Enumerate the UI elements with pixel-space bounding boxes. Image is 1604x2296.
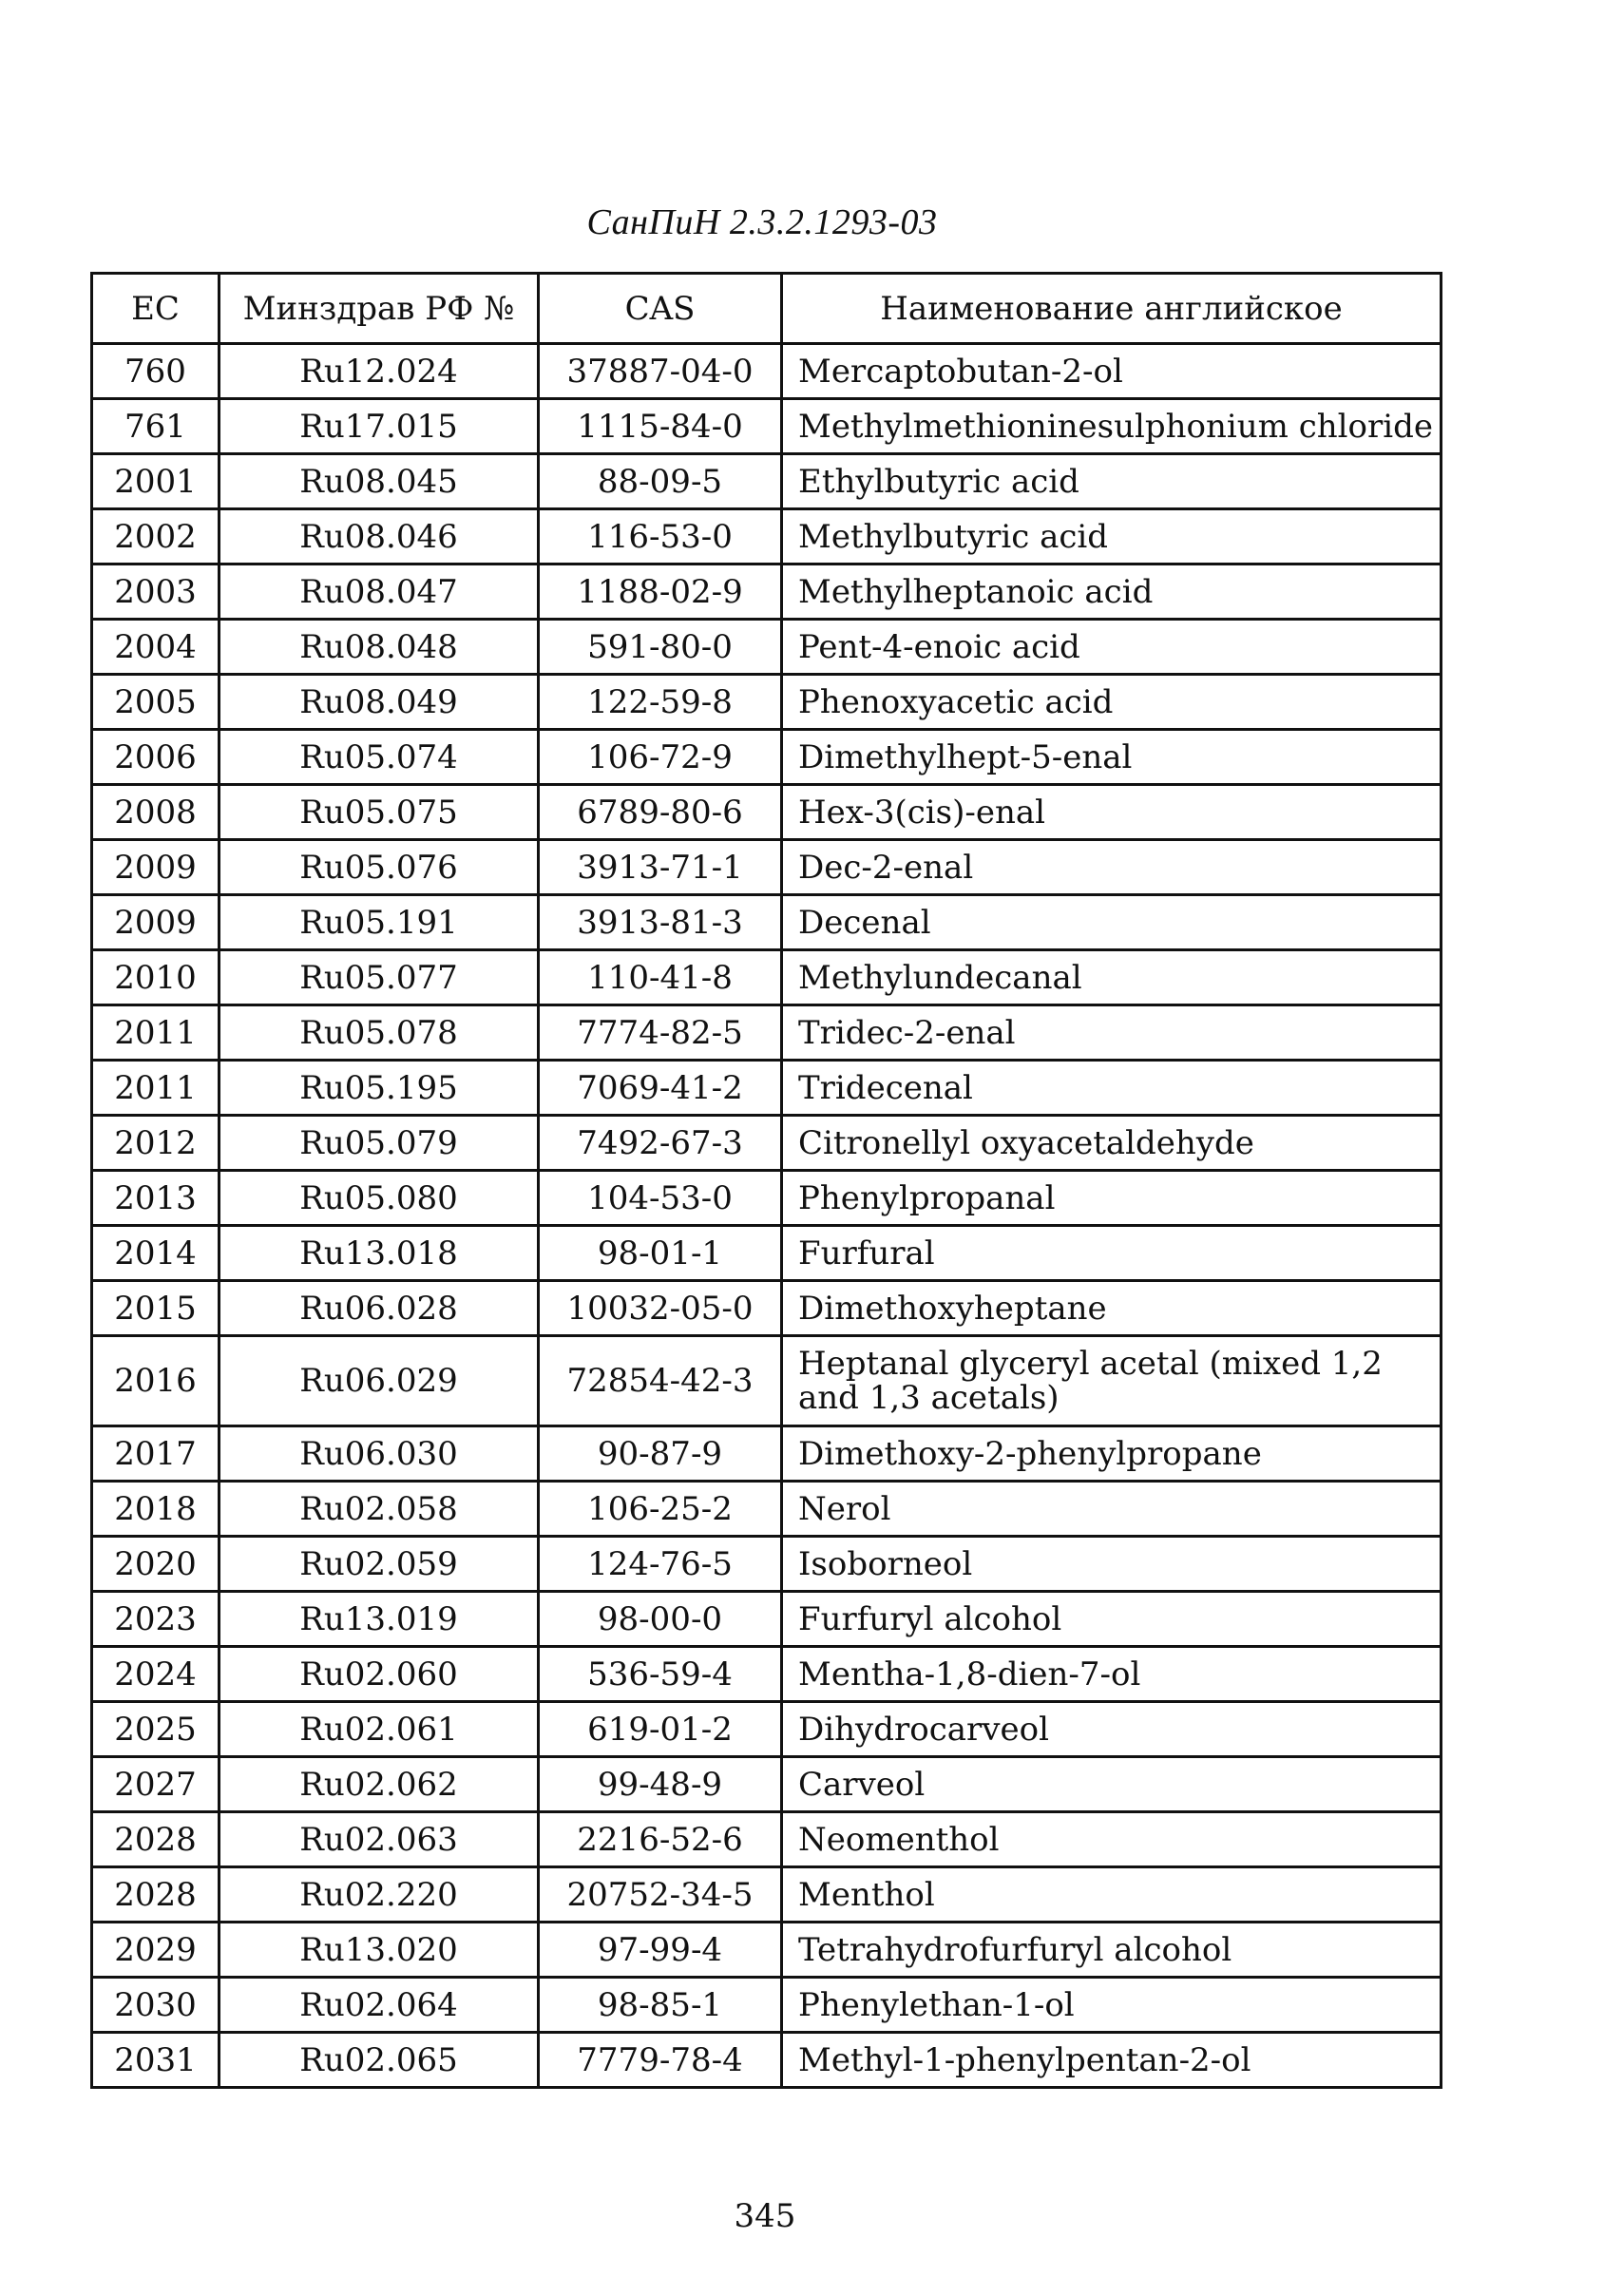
cell-cas: 124-76-5 [539,1537,782,1592]
table-row [92,344,1442,399]
table-row [92,1281,1442,1336]
cell-ec: 2028 [92,1812,220,1867]
cell-ec: 2009 [92,840,220,895]
cell-cas: 37887-04-0 [539,344,782,399]
table-row [92,1867,1442,1923]
table-row [92,1061,1442,1116]
cell-name: Nerol [782,1482,1442,1537]
cell-ec: 2012 [92,1116,220,1171]
cell-ec: 2002 [92,509,220,564]
table-row [92,1005,1442,1061]
table-header [92,274,1442,344]
cell-minzdrav: Ru17.015 [220,399,539,454]
cell-name: Furfural [782,1226,1442,1281]
table-row [92,785,1442,840]
cell-cas: 99-48-9 [539,1757,782,1812]
cell-cas: 1188-02-9 [539,564,782,620]
cell-minzdrav: Ru05.075 [220,785,539,840]
cell-minzdrav: Ru02.059 [220,1537,539,1592]
cell-name: Tetrahydrofurfuryl alcohol [782,1923,1442,1978]
table-row [92,2033,1442,2088]
cell-cas: 7492-67-3 [539,1116,782,1171]
cell-ec: 2018 [92,1482,220,1537]
cell-cas: 72854-42-3 [539,1336,782,1426]
cell-cas: 104-53-0 [539,1171,782,1226]
cell-name: Methylmethioninesulphonium chloride [782,399,1442,454]
cell-cas: 7779-78-4 [539,2033,782,2088]
cell-minzdrav: Ru02.064 [220,1978,539,2033]
cell-name: Dimethylhept-5-enal [782,730,1442,785]
cell-minzdrav: Ru05.078 [220,1005,539,1061]
table-row [92,1116,1442,1171]
cell-minzdrav: Ru08.049 [220,675,539,730]
cell-minzdrav: Ru05.191 [220,895,539,950]
cell-minzdrav: Ru05.079 [220,1116,539,1171]
cell-minzdrav: Ru02.058 [220,1482,539,1537]
cell-ec: 2030 [92,1978,220,2033]
cell-name: Dimethoxyheptane [782,1281,1442,1336]
cell-cas: 7069-41-2 [539,1061,782,1116]
table-row [92,730,1442,785]
cell-ec: 2015 [92,1281,220,1336]
cell-name: Tridec-2-enal [782,1005,1442,1061]
table-row [92,509,1442,564]
table-row [92,454,1442,509]
column-header-ec: EC [92,274,220,344]
cell-name: Phenoxyacetic acid [782,675,1442,730]
cell-minzdrav: Ru12.024 [220,344,539,399]
cell-cas: 20752-34-5 [539,1867,782,1923]
table-row [92,840,1442,895]
cell-minzdrav: Ru05.076 [220,840,539,895]
table-row [92,1336,1442,1426]
cell-ec: 2008 [92,785,220,840]
table-row [92,1812,1442,1867]
cell-minzdrav: Ru13.020 [220,1923,539,1978]
cell-ec: 2016 [92,1336,220,1426]
cell-cas: 591-80-0 [539,620,782,675]
cell-cas: 1115-84-0 [539,399,782,454]
cell-ec: 2029 [92,1923,220,1978]
cell-name: Menthol [782,1867,1442,1923]
cell-name: Dimethoxy-2-phenylpropane [782,1426,1442,1482]
cell-ec: 2009 [92,895,220,950]
cell-minzdrav: Ru13.018 [220,1226,539,1281]
table-row [92,564,1442,620]
cell-name: Neomenthol [782,1812,1442,1867]
cell-cas: 90-87-9 [539,1426,782,1482]
column-header-name-english: Наименование английское [782,274,1442,344]
cell-minzdrav: Ru08.048 [220,620,539,675]
table-row [92,1171,1442,1226]
cell-cas: 619-01-2 [539,1702,782,1757]
cell-cas: 2216-52-6 [539,1812,782,1867]
cell-name: Dec-2-enal [782,840,1442,895]
table-row [92,620,1442,675]
cell-cas: 3913-81-3 [539,895,782,950]
cell-cas: 7774-82-5 [539,1005,782,1061]
cell-cas: 98-00-0 [539,1592,782,1647]
cell-name: Furfuryl alcohol [782,1592,1442,1647]
cell-ec: 2028 [92,1867,220,1923]
cell-cas: 116-53-0 [539,509,782,564]
cell-name: Citronellyl oxyacetaldehyde [782,1116,1442,1171]
cell-minzdrav: Ru02.220 [220,1867,539,1923]
cell-cas: 3913-71-1 [539,840,782,895]
cell-cas: 98-01-1 [539,1226,782,1281]
table-row [92,675,1442,730]
cell-name: Phenylethan-1-ol [782,1978,1442,2033]
cell-cas: 106-25-2 [539,1482,782,1537]
cell-minzdrav: Ru08.047 [220,564,539,620]
cell-minzdrav: Ru05.077 [220,950,539,1005]
table-row [92,1757,1442,1812]
cell-minzdrav: Ru05.080 [220,1171,539,1226]
cell-cas: 536-59-4 [539,1647,782,1702]
document-header: СанПиН 2.3.2.1293-03 [586,202,938,242]
cell-name: Hex-3(cis)-enal [782,785,1442,840]
table-row [92,1592,1442,1647]
cell-ec: 2031 [92,2033,220,2088]
page-number: 345 [734,2197,796,2235]
cell-minzdrav: Ru02.061 [220,1702,539,1757]
cell-minzdrav: Ru06.028 [220,1281,539,1336]
cell-ec: 2006 [92,730,220,785]
table-row [92,1702,1442,1757]
cell-minzdrav: Ru08.045 [220,454,539,509]
cell-ec: 2017 [92,1426,220,1482]
cell-name: Carveol [782,1757,1442,1812]
cell-ec: 2010 [92,950,220,1005]
substances-table [90,272,1442,2089]
cell-name: Dihydrocarveol [782,1702,1442,1757]
table-row [92,1923,1442,1978]
cell-minzdrav: Ru13.019 [220,1592,539,1647]
cell-name: Heptanal glyceryl acetal (mixed 1,2 and 1,3 acetals) [782,1336,1442,1426]
cell-name: Mentha-1,8-dien-7-ol [782,1647,1442,1702]
table-row [92,1978,1442,2033]
cell-name: Isoborneol [782,1537,1442,1592]
cell-ec: 2011 [92,1005,220,1061]
cell-ec: 2003 [92,564,220,620]
table-row [92,1482,1442,1537]
cell-cas: 10032-05-0 [539,1281,782,1336]
cell-cas: 97-99-4 [539,1923,782,1978]
cell-cas: 106-72-9 [539,730,782,785]
cell-ec: 2027 [92,1757,220,1812]
cell-ec: 2024 [92,1647,220,1702]
cell-name: Decenal [782,895,1442,950]
cell-minzdrav: Ru02.063 [220,1812,539,1867]
cell-cas: 98-85-1 [539,1978,782,2033]
table-row [92,895,1442,950]
cell-ec: 2005 [92,675,220,730]
cell-minzdrav: Ru08.046 [220,509,539,564]
table-header-row [92,274,1442,344]
cell-ec: 2001 [92,454,220,509]
cell-ec: 761 [92,399,220,454]
cell-name: Methylheptanoic acid [782,564,1442,620]
cell-ec: 2023 [92,1592,220,1647]
cell-name: Methylbutyric acid [782,509,1442,564]
cell-ec: 2004 [92,620,220,675]
cell-ec: 760 [92,344,220,399]
cell-cas: 122-59-8 [539,675,782,730]
cell-minzdrav: Ru06.030 [220,1426,539,1482]
cell-name: Phenylpropanal [782,1171,1442,1226]
cell-name: Methyl-1-phenylpentan-2-ol [782,2033,1442,2088]
column-header-minzdrav: Минздрав РФ № [220,274,539,344]
cell-minzdrav: Ru05.074 [220,730,539,785]
cell-minzdrav: Ru02.065 [220,2033,539,2088]
cell-cas: 110-41-8 [539,950,782,1005]
cell-ec: 2020 [92,1537,220,1592]
column-header-cas: CAS [539,274,782,344]
cell-minzdrav: Ru05.195 [220,1061,539,1116]
cell-minzdrav: Ru02.060 [220,1647,539,1702]
cell-minzdrav: Ru06.029 [220,1336,539,1426]
cell-ec: 2014 [92,1226,220,1281]
table-row [92,1537,1442,1592]
cell-minzdrav: Ru02.062 [220,1757,539,1812]
table-body [92,344,1442,2088]
cell-ec: 2013 [92,1171,220,1226]
cell-cas: 88-09-5 [539,454,782,509]
table-row [92,950,1442,1005]
cell-name: Mercaptobutan-2-ol [782,344,1442,399]
cell-cas: 6789-80-6 [539,785,782,840]
cell-ec: 2025 [92,1702,220,1757]
table-row [92,399,1442,454]
table-row [92,1226,1442,1281]
cell-ec: 2011 [92,1061,220,1116]
cell-name: Tridecenal [782,1061,1442,1116]
cell-name: Pent-4-enoic acid [782,620,1442,675]
table-row [92,1426,1442,1482]
cell-name: Methylundecanal [782,950,1442,1005]
table-row [92,1647,1442,1702]
cell-name: Ethylbutyric acid [782,454,1442,509]
